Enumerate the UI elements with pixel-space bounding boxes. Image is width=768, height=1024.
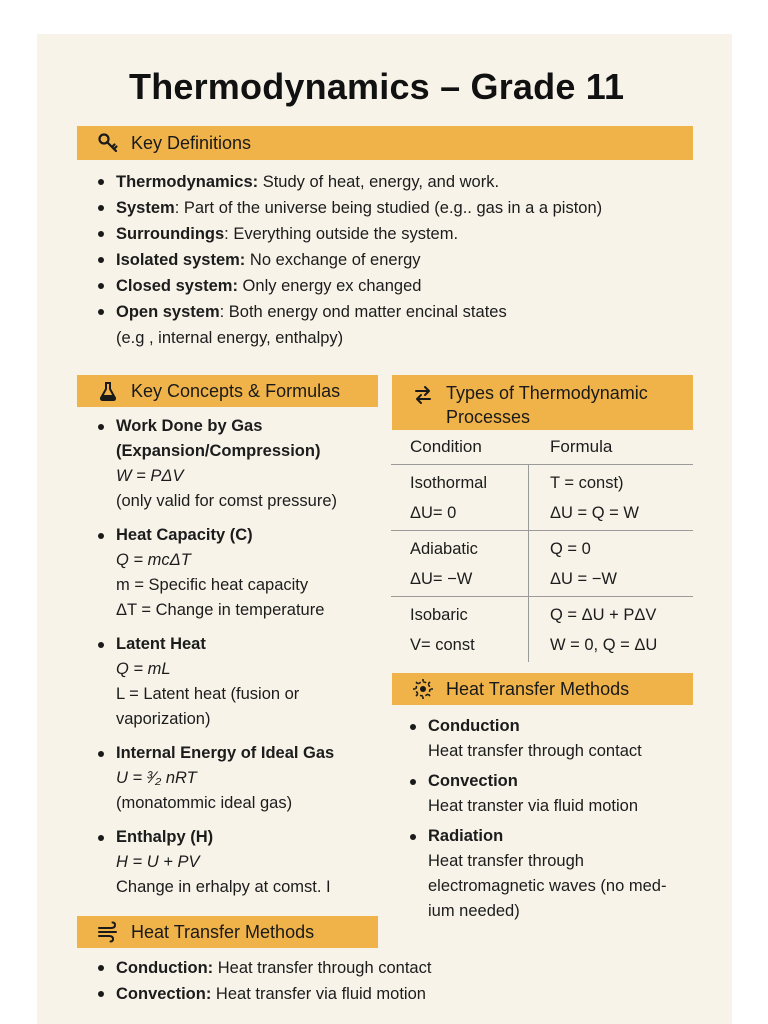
heat-transfer-header-bottom [77,916,378,948]
key-concepts-header [77,375,378,407]
list-item: Surroundings: Everything outside the system. [96,221,602,247]
key-icon [97,132,119,154]
column-header: Condition [410,437,482,456]
key-concepts-title: Key Concepts & Formulas [131,380,341,401]
column-header: Formula [550,437,613,456]
list-item: Convection Heat transter via fluid motion [408,769,666,819]
definitions-list [96,169,602,351]
heat-transfer-title-right: Heat Transfer Methods [446,678,630,699]
table-row: Adiabatic ΔU= −W Q = 0 ΔU = −W [391,531,693,597]
list-item: Radiation Heat transfer through electromagnetic waves (no med- ium needed) [408,824,666,924]
heat-transfer-list-bottom [96,955,431,1007]
concepts-list [96,414,337,909]
list-item: Conduction Heat transfer through contact [408,714,666,764]
table-header [391,430,693,465]
key-definitions-title: Key Definitions [131,132,252,153]
heat-transfer-list-right [408,714,666,929]
list-item: System: Part of the universe being studied (e.g.. gas in a a piston) [96,195,602,221]
process-types-title: Types of Thermodynamic Processes [446,383,648,427]
list-item: Work Done by Gas (Expansion/Compression) W = PΔV (only valid for comst pressure) [96,414,337,514]
list-item: Thermodynamics: Study of heat, energy, and work. [96,169,602,195]
list-item: Latent Heat Q = mL L = Latent heat (fusion or vaporization) [96,632,337,732]
table-row: Isobaric V= const Q = ΔU + PΔV W = 0, Q = ΔU [391,597,693,662]
key-definitions-header [77,126,693,160]
list-item: Enthalpy (H) H = U + PV Change in erhalpy at comst. I [96,825,337,900]
heat-transfer-header-right [392,673,693,705]
process-table [391,430,693,662]
flask-icon [97,380,119,402]
table-row: Isothormal ΔU= 0 T = const) ΔU = Q = W [391,465,693,531]
page-title: Thermodynamics – Grade 11 [129,66,625,107]
list-item: Convection: Heat transfer via fluid motion [96,981,431,1007]
heat-transfer-title-bottom: Heat Transfer Methods [131,921,315,942]
radiation-icon [412,678,434,700]
list-item: Internal Energy of Ideal Gas U = ³⁄₂ nRT (monatommic ideal gas) [96,741,337,816]
process-types-header [392,375,693,430]
study-sheet [37,34,732,1024]
list-item: Open system: Both energy ond matter encinal states (e.g , internal energy, enthalpy) [96,299,602,351]
cycle-arrows-icon [412,384,434,406]
list-item: Closed system: Only energy ex changed [96,273,602,299]
list-item: Isolated system: No exchange of energy [96,247,602,273]
wind-icon [97,921,119,943]
list-item: Heat Capacity (C) Q = mcΔT m = Specific heat capacity ΔT = Change in temperature [96,523,337,623]
list-item: Conduction: Heat transfer through contact [96,955,431,981]
